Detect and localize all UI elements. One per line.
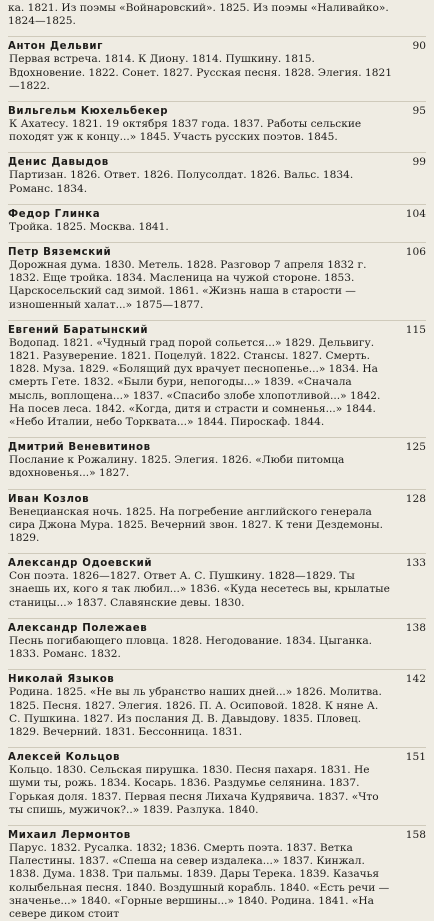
page-number: 151 — [405, 751, 426, 764]
author-name: Вильгельм Кюхельбекер — [8, 106, 169, 118]
page-number: 142 — [405, 673, 426, 686]
poem-list: Кольцо. 1830. Сельская пирушка. 1830. Песня пахаря. 1831. Не шуми ты, рожь. 1834. Косарь. 1836. Раздумье селянина. 1837. Горькая доля. 1837. Первая песня Лихача Кудрявича. 1837. «Что ты спишь, мужичок?..» 1839. Разлука. 1840. — [9, 764, 379, 816]
entry-yazykov — [8, 669, 426, 739]
author-name: Денис Давыдов — [8, 157, 109, 169]
poem-list: Родина. 1825. «Не вы ль убранство наших дней...» 1826. Молитва. 1825. Песня. 1827. Элегия. 1826. П. А. Осиповой. 1828. К няне А. С. Пушкина. 1827. Из послания Д. В. Давыдову. 1835. Пловец. 1829. Вечерний. 1831. Бессонница. 1831. — [9, 686, 382, 738]
poem-list: К Ахатесу. 1821. 19 октября 1837 года. 1837. Работы сельские походят уж к концу...» 1845. Участь русских поэтов. 1845. — [9, 118, 362, 144]
poem-list: Первая встреча. 1814. К Диону. 1814. Пушкину. 1815. Вдохновение. 1822. Сонет. 1827. Русская песня. 1828. Элегия. 1821—1822. — [9, 53, 393, 92]
poem-list: Послание к Рожалину. 1825. Элегия. 1826. «Люби питомца вдохновенья...» 1827. — [9, 454, 345, 480]
entry-vyazemsky — [8, 242, 426, 312]
poem-list: Партизан. 1826. Ответ. 1826. Полусолдат. 1826. Вальс. 1834. Романс. 1834. — [9, 169, 354, 195]
poem-list: Песнь погибающего пловца. 1828. Негодование. 1834. Цыганка. 1833. Романс. 1832. — [9, 634, 373, 661]
page-number: 106 — [405, 246, 426, 259]
page-number: 133 — [405, 557, 426, 570]
poem-list: Венецианская ночь. 1825. На погребение английского генерала сира Джона Мура. 1825. Вечерний звон. 1827. К тени Дездемоны. 1829. — [9, 505, 383, 545]
entry-baratynsky — [8, 320, 426, 429]
author-name: Александр Полежаев — [8, 622, 148, 634]
author-name: Алексей Кольцов — [8, 752, 121, 764]
author-name: Евгений Баратынский — [8, 324, 149, 336]
author-name: Дмитрий Веневитинов — [8, 442, 151, 454]
entry-venevitinov — [8, 437, 426, 480]
entry-delvig — [8, 36, 426, 93]
page-number: 104 — [405, 207, 426, 220]
page-number: 128 — [405, 492, 426, 505]
author-name: Иван Козлов — [8, 493, 90, 505]
entry-polezhaev — [8, 618, 426, 661]
page-number: 99 — [412, 156, 426, 169]
poem-list: Водопад. 1821. «Чудный град порой сольется...» 1829. Дельвигу. 1821. Разуверение. 1821. Поцелуй. 1822. Стансы. 1827. Смерть. 1828. Муза. 1829. «Болящий дух врачует песнопенье...» 1834. На смерть Гете. 1832. «Были бури, непогоды...» 1839. «Сначала мысль, воплощена...» 1837. «Спасибо злобе хлопотливой...» 1842. На посев леса. 1842. «Когда, дитя и страсти и сомненья...» 1844. «Небо Италии, небо Торквата...» 1844. Пироскаф. 1844. — [9, 336, 381, 429]
entry-odoevsky — [8, 553, 426, 610]
entry-davydov — [8, 152, 426, 195]
page-number: 115 — [405, 323, 426, 336]
poem-list: Тройка. 1825. Москва. 1841. — [9, 220, 169, 233]
author-name: Антон Дельвиг — [8, 41, 104, 53]
entry-koltsov — [8, 747, 426, 817]
intro-text: ка. 1821. Из поэмы «Войнаровский». 1825. Из поэмы «Наливайко». 1824—1825. — [8, 2, 389, 28]
page-number: 138 — [405, 621, 426, 634]
poem-list: Парус. 1832. Русалка. 1832; 1836. Смерть поэта. 1837. Ветка Палестины. 1837. «Спеша на север издалека...» 1837. Кинжал. 1838. Дума. 1838. Три пальмы. 1839. Дары Терека. 1839. Казачья колыбельная песня. 1840. Воздушный корабль. 1840. «Есть речи — значенье...» 1840. «Горные вершины...» 1840. Родина. 1841. «На севере диком стоит — [9, 841, 390, 920]
author-name: Петр Вяземский — [8, 247, 112, 259]
entry-lermontov — [8, 825, 426, 921]
poem-list: Дорожная дума. 1830. Метель. 1828. Разговор 7 апреля 1832 г. 1832. Еще тройка. 1834. Масленица на чужой стороне. 1853. Царскосельский сад зимой. 1861. «Жизнь наша в старости — изношенный халат...» 1875—1877. — [9, 259, 367, 311]
poem-list: Сон поэта. 1826—1827. Ответ А. С. Пушкину. 1828—1829. Ты знаешь их, кого я так любил...» 1836. «Куда несетесь вы, крылатые станицы...» 1837. Славянские девы. 1830. — [9, 570, 390, 609]
entry-kuchelbecker — [8, 101, 426, 144]
entry-kozlov — [8, 489, 426, 546]
author-name: Николай Языков — [8, 674, 115, 686]
page-number: 125 — [405, 441, 426, 454]
page-number: 95 — [412, 105, 426, 118]
author-name: Михаил Лермонтов — [8, 829, 131, 841]
author-name: Александр Одоевский — [8, 558, 153, 570]
page-number: 158 — [405, 828, 426, 841]
author-name: Федор Глинка — [8, 208, 101, 220]
page-number: 90 — [412, 40, 426, 53]
entry-glinka — [8, 204, 426, 234]
